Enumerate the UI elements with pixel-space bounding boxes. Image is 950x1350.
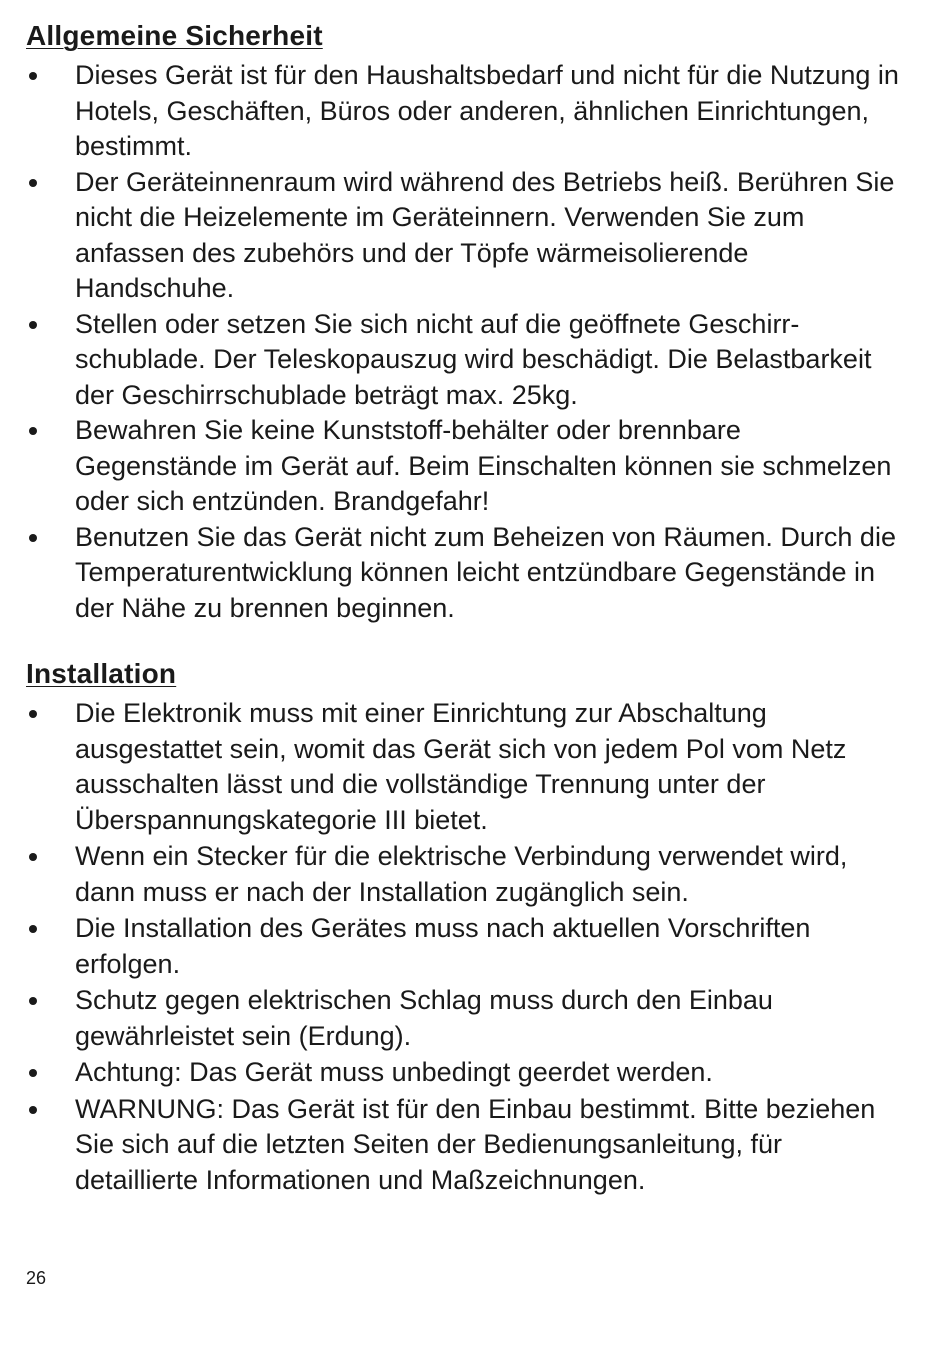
bullet-list [26, 696, 906, 1198]
list-item-text: WARNUNG: Das Gerät ist für den Einbau bestimmt. Bitte beziehen Sie sich auf die letzten Seiten der Bedienungsanleitung, für detaillierte Informationen und Maßzeichnungen. [75, 1093, 876, 1195]
list-item-text: Benutzen Sie das Gerät nicht zum Beheizen von Räumen. Durch die Temperaturentwicklung können leicht entzündbare Gegenstände in der Nähe zu brennen beginnen. [75, 521, 896, 623]
list-item [26, 911, 906, 982]
list-item [26, 839, 906, 910]
list-item-text: Die Installation des Gerätes muss nach aktuellen Vorschriften erfolgen. [75, 913, 811, 979]
list-item [26, 520, 906, 627]
list-item-text: Dieses Gerät ist für den Haushaltsbedarf und nicht für die Nutzung in Hotels, Geschäften, Büros oder anderen, ähnlichen Einrichtungen, bestimmt. [75, 60, 899, 161]
section-spacer [26, 626, 906, 656]
list-item-text: Die Elektronik muss mit einer Einrichtung zur Abschaltung ausgestattet sein, womit das Gerät sich von jedem Pol vom Netz ausschalten lässt und die vollständige Trennung unter der Überspannungskategorie III bietet. [75, 698, 847, 835]
bullet-icon [29, 534, 37, 542]
list-item-text: Schutz gegen elektrischen Schlag muss durch den Einbau gewährleistet sein (Erdung). [75, 985, 773, 1051]
list-item [26, 983, 906, 1054]
list-item-text: Achtung: Das Gerät muss unbedingt geerdet werden. [75, 1057, 713, 1087]
list-item [26, 58, 906, 165]
list-item-text: Stellen oder setzen Sie sich nicht auf die geöffnete Geschirr-schublade. Der Teleskopauszug wird beschädigt. Die Belastbarkeit der Geschirrschublade beträgt max. 25kg. [75, 308, 872, 410]
section-general-safety [26, 18, 906, 626]
list-item [26, 696, 906, 838]
bullet-icon [29, 710, 37, 718]
list-item-text: Der Geräteinnenraum wird während des Betriebs heiß. Berühren Sie nicht die Heizelemente im Geräteinnern. Verwenden Sie zum anfassen des zubehörs und der Töpfe wärmeisolierende Handschuhe. [75, 166, 895, 303]
section-title: Installation [26, 658, 177, 689]
list-item [26, 1055, 906, 1091]
bullet-icon [29, 1069, 37, 1077]
bullet-list [26, 58, 906, 626]
bullet-icon [29, 925, 37, 933]
list-item [26, 307, 906, 414]
bullet-icon [29, 1106, 37, 1114]
bullet-icon [29, 179, 37, 187]
bullet-icon [29, 72, 37, 80]
manual-page [26, 18, 906, 1199]
list-item-text: Wenn ein Stecker für die elektrische Verbindung verwendet wird, dann muss er nach der Installation zugänglich sein. [75, 841, 848, 907]
list-item [26, 413, 906, 520]
bullet-icon [29, 427, 37, 435]
list-item [26, 165, 906, 307]
bullet-icon [29, 853, 37, 861]
section-installation [26, 656, 906, 1198]
page-number: 26 [26, 1268, 47, 1288]
list-item [26, 1092, 906, 1199]
section-title: Allgemeine Sicherheit [26, 20, 323, 51]
list-item-text: Bewahren Sie keine Kunststoff-behälter oder brennbare Gegenstände im Gerät auf. Beim Einschalten können sie schmelzen oder sich entzünden. Brandgefahr! [75, 415, 892, 516]
bullet-icon [29, 321, 37, 329]
bullet-icon [29, 997, 37, 1005]
